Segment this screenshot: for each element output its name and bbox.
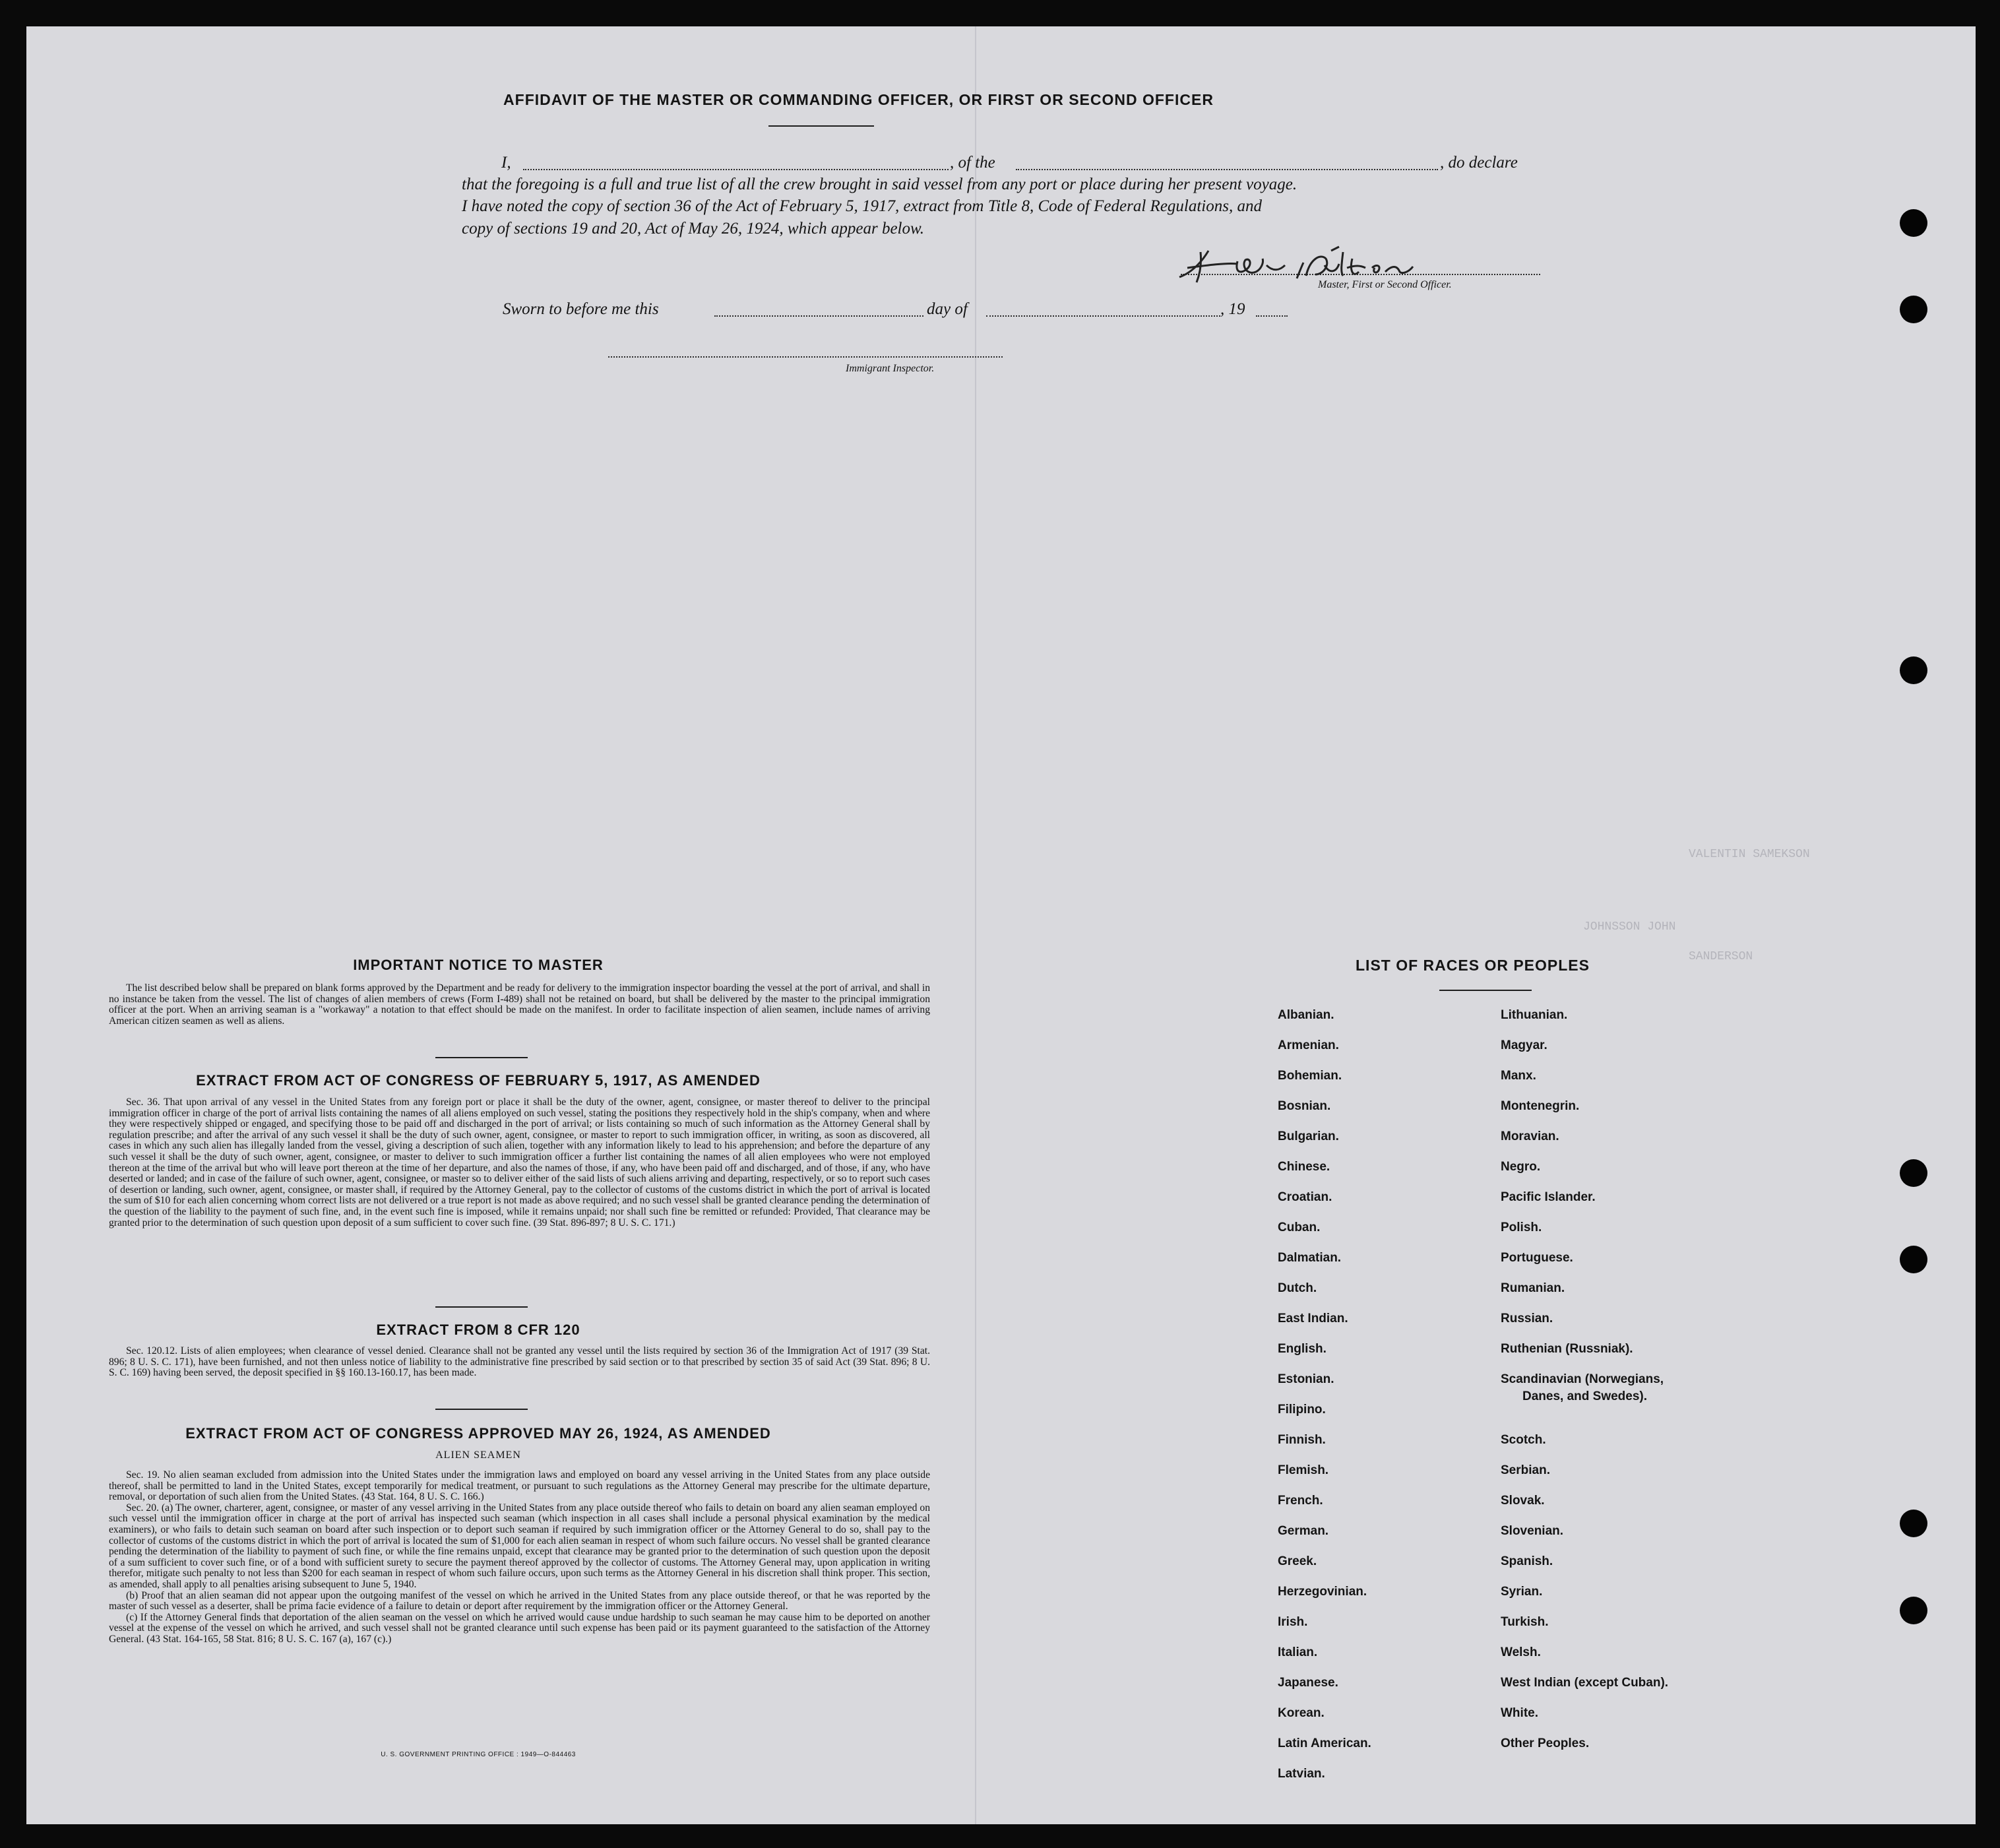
race-item: Italian. [1278, 1645, 1318, 1659]
race-item: Russian. [1501, 1312, 1553, 1325]
title-rule [768, 125, 874, 127]
extract-1924-title: EXTRACT FROM ACT OF CONGRESS APPROVED MAY 26, 1924, AS AMENDED [185, 1425, 771, 1442]
race-item: English. [1278, 1342, 1327, 1356]
bleed-through-text: JOHNSSON JOHN [1583, 920, 1676, 934]
binder-hole [1900, 1597, 1927, 1624]
section-rule [435, 1409, 528, 1410]
race-item: White. [1501, 1706, 1538, 1720]
races-rule [1439, 990, 1532, 991]
decl-of-the: , of the [950, 154, 995, 172]
race-item: Welsh. [1501, 1645, 1541, 1659]
race-item: Estonian. [1278, 1372, 1334, 1386]
race-item: Armenian. [1278, 1038, 1339, 1052]
race-item: Finnish. [1278, 1433, 1326, 1447]
race-item: Spanish. [1501, 1554, 1553, 1568]
extract-1924-body [109, 1470, 930, 1645]
race-item: Magyar. [1501, 1038, 1547, 1052]
race-item: Dalmatian. [1278, 1251, 1342, 1265]
binder-hole [1900, 209, 1927, 237]
extract-1917-title: EXTRACT FROM ACT OF CONGRESS OF FEBRUARY 5, 1917, AS AMENDED [196, 1072, 761, 1089]
printer-imprint: U. S. GOVERNMENT PRINTING OFFICE : 1949—O-844463 [381, 1751, 576, 1758]
inspector-caption: Immigrant Inspector. [846, 363, 935, 374]
extract-8cfr-body [109, 1346, 930, 1379]
sworn-day-of: day of [927, 300, 968, 318]
sworn-year-blank [1256, 315, 1288, 317]
sworn-month-blank [986, 315, 1220, 317]
binder-hole [1900, 296, 1927, 323]
sec20b-paragraph: (b) Proof that an alien seaman did not appear upon the outgoing manifest of the vessel on which he arrived in the United States from any place outside thereof, or that he was reported by the master of such vessel as a deserter, shall be prima facie evidence of a failure to detain or deport after requirement by the immigration officer or the Attorney General. [109, 1589, 930, 1612]
race-item: Pacific Islander. [1501, 1190, 1596, 1204]
extract-8cfr-title: EXTRACT FROM 8 CFR 120 [376, 1322, 580, 1338]
race-item: Latin American. [1278, 1736, 1371, 1750]
races-title: LIST OF RACES OR PEOPLES [1356, 957, 1590, 974]
section-rule [435, 1306, 528, 1308]
sworn-year: , 19 [1220, 300, 1245, 318]
race-item: Korean. [1278, 1706, 1325, 1720]
signature-blank [1181, 274, 1540, 275]
race-item: Portuguese. [1501, 1251, 1573, 1265]
sec20a-paragraph: Sec. 20. (a) The owner, charterer, agent, consignee, or master of any vessel arriving in the United States from any place outside thereof who fails to detain on board any alien seaman employed on such vessel until the immigration officer in charge at the port of arrival has inspected such seaman (which inspection in all cases shall include a personal physical examination by the medical examiners), or who fails to detain such seaman on board after such inspection or to deport such seaman if required by such immigration officer or the Attorney General to do so, shall pay to the collector of customs of the customs district in which the port of arrival is located the sum of $1,000 for each alien seaman in respect of whom such failure occurs. No vessel shall be granted clearance pending the determination of the liability to payment of such fine, or while the fine remains unpaid, except that clearance may be granted prior to the determination of such question upon the deposit of a sum sufficient to cover such fine, or of a bond with sufficient surety to secure the payment thereof approved by the collector of customs. The Attorney General may, upon application in writing therefor, mitigate such penalty to not less than $200 for each seaman in respect of whom such failure occurs, upon such terms as the Attorney General in his discretion shall think proper. This section, as amended, shall apply to all penalties arising subsequent to June 5, 1940. [109, 1502, 930, 1590]
race-item: Lithuanian. [1501, 1008, 1568, 1022]
race-item: Croatian. [1278, 1190, 1332, 1204]
race-item: Slovak. [1501, 1494, 1545, 1508]
section-rule [435, 1057, 528, 1058]
decl-line-2: that the foregoing is a full and true list of all the crew brought in said vessel from any port or place during her present voyage. [462, 175, 1297, 193]
binder-hole [1900, 1246, 1927, 1273]
race-item: Rumanian. [1501, 1281, 1565, 1295]
race-item: Scandinavian (Norwegians, [1501, 1372, 1664, 1386]
race-item: Manx. [1501, 1069, 1536, 1083]
sworn-prefix: Sworn to before me this [503, 300, 659, 318]
race-item: German. [1278, 1524, 1329, 1538]
signature-caption: Master, First or Second Officer. [1318, 279, 1452, 290]
race-item: Scotch. [1501, 1433, 1546, 1447]
race-item: Latvian. [1278, 1767, 1325, 1781]
notice-paragraph: The list described below shall be prepared on blank forms approved by the Department and be ready for delivery to the immigration inspector boarding the vessel at the port of arrival, and shall in no instance be taken from the vessel. The list of changes of alien members of crews (Form I-489) shall not be retained on board, but shall be delivered by the master to the principal immigration officer at the port. When an arriving seaman is a "workaway" a notation to that effect should be made on the manifest. In order to facilitate inspection of alien seamen, include names of arriving American citizen seamen as well as aliens. [109, 982, 930, 1027]
race-item: Negro. [1501, 1160, 1541, 1174]
race-item: Bulgarian. [1278, 1130, 1339, 1143]
race-item: Turkish. [1501, 1615, 1549, 1629]
fold-line [975, 26, 976, 1824]
decl-do-declare: , do declare [1440, 154, 1518, 172]
race-item: Dutch. [1278, 1281, 1317, 1295]
sec120-paragraph: Sec. 120.12. Lists of alien employees; when clearance of vessel denied. Clearance shall not be granted any vessel until the lists required by section 36 of the Immigration Act of 1917 (39 Stat. 896; 8 U. S. C. 171), have been furnished, and not then unless notice of liability to the administrative fine prescribed by said section or to that prescribed by section 35 of said Act (39 Stat. 896; 8 U. S. C. 169) having been served, the deposit specified in §§ 160.13-160.17, has been made. [109, 1345, 930, 1379]
race-item: Danes, and Swedes). [1522, 1389, 1648, 1403]
sec36-paragraph: Sec. 36. That upon arrival of any vessel in the United States from any foreign port or place it shall be the duty of the owner, agent, consignee, or master thereof to deliver to the principal immigration officer in charge of the port of arrival lists containing the names of all aliens employed on such vessel, stating the positions they respectively hold in the ship's company, when and where they were respectively shipped or engaged, and specifying those to be paid off and discharged in the port of arrival; or lists containing so much of such information as the Attorney General shall by regulation prescribe; and after the arrival of any such vessel it shall be the duty of such owner, agent, consignee, or master to report to such immigration officer, in writing, as soon as discovered, all cases in which any such alien has illegally landed from the vessel, giving a description of such alien, together with any information likely to lead to his apprehension; and before the departure of any such vessel it shall be the duty of such owner, agent, consignee, or master to deliver to such immigration officer a further list containing the names of all alien employees who were not employed thereon at the time of the arrival but who will leave port thereon at the time of her departure, and also the names of those, if any, who have been paid off and discharged, and of those, if any, who have deserted or landed; and in case of the failure of such owner, agent, consignee, or master so to deliver either of the said lists of such aliens arriving and departing, respectively, or so to report such cases of desertion or landing, such owner, agent, consignee, or master shall, if required by the Attorney General, pay to the collector of customs of the customs district in which the port of arrival is located the sum of $10 for each alien concerning whom correct lists are not delivered or a true report is not made as above required; and no such vessel shall be granted clearance pending the determination of the question of the liability to the payment of such fine, and, in the event such fine is imposed, while it remains unpaid; nor shall such fine be remitted or refunded: Provided, That clearance may be granted prior to the determination of such question upon deposit of a sum sufficient to cover such fine. (39 Stat. 896-897; 8 U. S. C. 171.) [109, 1097, 930, 1228]
race-item: Slovenian. [1501, 1524, 1564, 1538]
affidavit-title: AFFIDAVIT OF THE MASTER OR COMMANDING OFFICER, OR FIRST OR SECOND OFFICER [503, 91, 1214, 108]
race-item: Other Peoples. [1501, 1736, 1590, 1750]
race-item: Montenegrin. [1501, 1099, 1580, 1113]
sworn-day-blank [714, 315, 923, 317]
decl-line-3: I have noted the copy of section 36 of the Act of February 5, 1917, extract from Title 8, Code of Federal Regulations, and [462, 197, 1262, 215]
binder-hole [1900, 656, 1927, 684]
race-item: East Indian. [1278, 1312, 1348, 1325]
race-item: French. [1278, 1494, 1323, 1508]
race-item: Japanese. [1278, 1676, 1338, 1690]
binder-hole [1900, 1510, 1927, 1537]
name-blank [523, 169, 949, 170]
race-item: Bosnian. [1278, 1099, 1331, 1113]
race-item: Filipino. [1278, 1403, 1326, 1417]
race-item: Albanian. [1278, 1008, 1334, 1022]
sec19-paragraph: Sec. 19. No alien seaman excluded from admission into the United States under the immigration laws and employed on board any vessel arriving in the United States from any place outside thereof, shall be permitted to land in the United States, except temporarily for medical treatment, or pursuant to such regulations as the Attorney General may prescribe for the ultimate departure, removal, or deportation of such alien from the United States. (43 Stat. 164, 8 U. S. C. 166.) [109, 1469, 930, 1503]
race-item: Irish. [1278, 1615, 1308, 1629]
race-item: Cuban. [1278, 1221, 1321, 1234]
extract-1924-subtitle: ALIEN SEAMEN [435, 1450, 521, 1461]
decl-line-4: copy of sections 19 and 20, Act of May 26, 1924, which appear below. [462, 220, 925, 238]
race-item: Ruthenian (Russniak). [1501, 1342, 1633, 1356]
race-item: Bohemian. [1278, 1069, 1342, 1083]
notice-title: IMPORTANT NOTICE TO MASTER [353, 957, 604, 973]
race-item: West Indian (except Cuban). [1501, 1676, 1669, 1690]
bleed-through-text: SANDERSON [1689, 950, 1753, 963]
binder-hole [1900, 1159, 1927, 1187]
race-item: Flemish. [1278, 1463, 1329, 1477]
race-item: Syrian. [1501, 1585, 1543, 1599]
bleed-through-text: VALENTIN SAMEKSON [1689, 848, 1810, 861]
race-item: Moravian. [1501, 1130, 1559, 1143]
extract-1917-body [109, 1097, 930, 1228]
race-item: Serbian. [1501, 1463, 1550, 1477]
race-item: Chinese. [1278, 1160, 1330, 1174]
inspector-blank [608, 356, 1003, 358]
notice-body [109, 983, 930, 1027]
vessel-blank [1016, 169, 1438, 170]
race-item: Greek. [1278, 1554, 1317, 1568]
race-item: Polish. [1501, 1221, 1542, 1234]
decl-i: I, [501, 154, 511, 172]
race-item: Herzegovinian. [1278, 1585, 1367, 1599]
sec20c-paragraph: (c) If the Attorney General finds that deportation of the alien seaman on the vessel on which he arrived would cause undue hardship to such seaman he may cause him to be deported on another vessel at the expense of the vessel on which he arrived, and such vessel shall not be granted clearance until such expense has been paid or its payment guaranteed to the satisfaction of the Attorney General. (43 Stat. 164-165, 58 Stat. 816; 8 U. S. C. 167 (a), 167 (c).) [109, 1611, 930, 1645]
